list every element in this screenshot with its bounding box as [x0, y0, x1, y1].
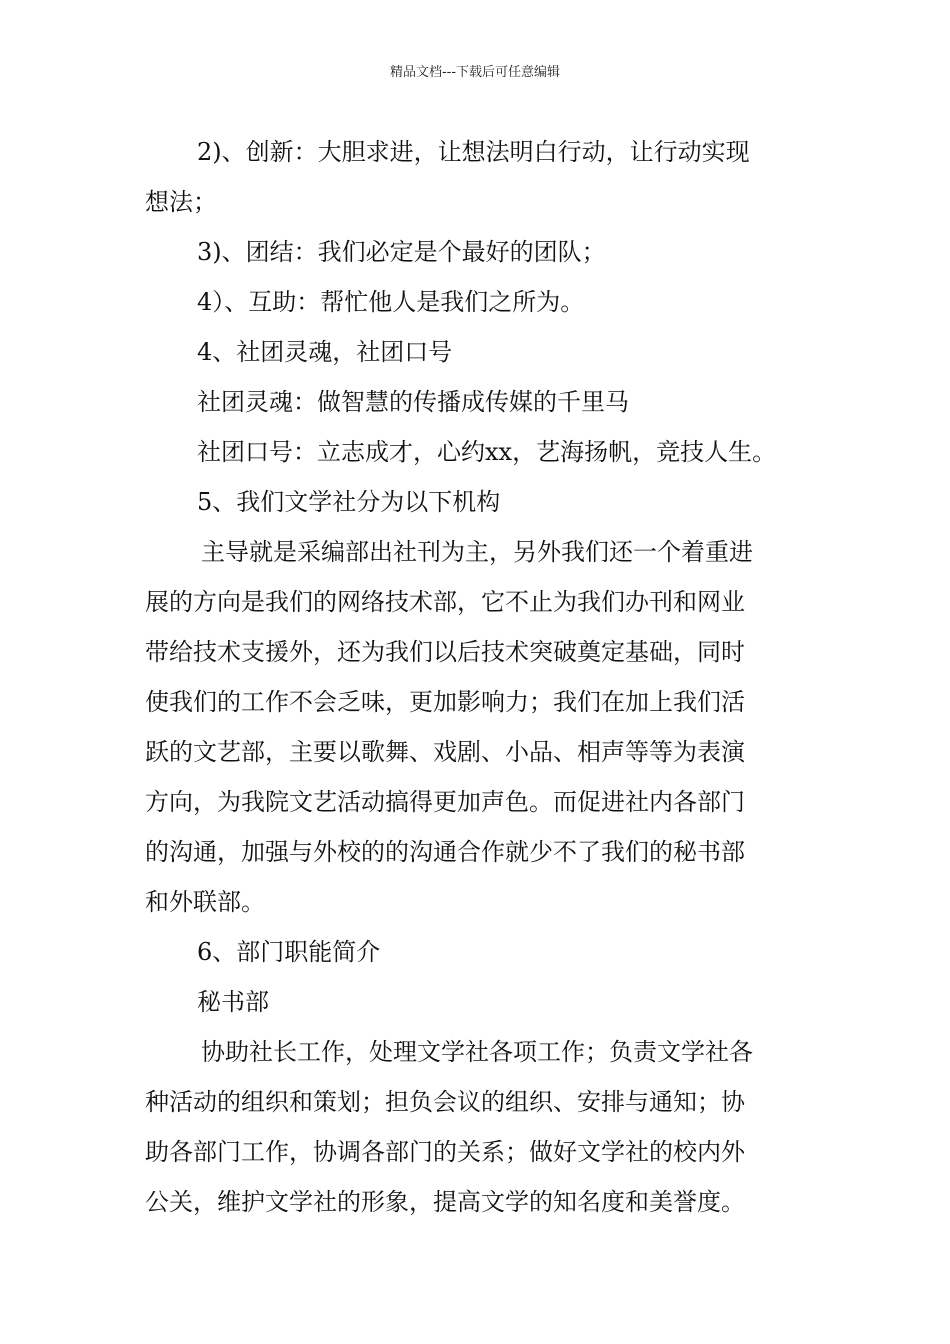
paragraph-structure-line: 跃的文艺部，主要以歌舞、戏剧、小品、相声等等为表演: [145, 738, 745, 766]
section-heading-soul-slogan: 4、社团灵魂，社团口号: [197, 338, 453, 366]
paragraph-mutual-help: 4）、互助：帮忙他人是我们之所为。: [197, 288, 585, 316]
paragraph-structure-line: 带给技术支援外，还为我们以后技术突破奠定基础，同时: [145, 638, 745, 666]
paragraph-innovation-line1: 2)、创新：大胆求进，让想法明白行动，让行动实现: [197, 138, 750, 166]
paragraph-structure-line: 使我们的工作不会乏味，更加影响力；我们在加上我们活: [145, 688, 745, 716]
paragraph-structure-line: 的沟通，加强与外校的的沟通合作就少不了我们的秘书部: [145, 838, 745, 866]
paragraph-structure-line: 方向，为我院文艺活动搞得更加声色。而促进社内各部门: [145, 788, 745, 816]
paragraph-structure-line: 展的方向是我们的网络技术部，它不止为我们办刊和网业: [145, 588, 745, 616]
subheading-secretariat: 秘书部: [197, 988, 269, 1016]
paragraph-secretariat-line: 助各部门工作，协调各部门的关系；做好文学社的校内外: [145, 1138, 745, 1166]
paragraph-secretariat-line: 协助社长工作，处理文学社各项工作；负责文学社各: [201, 1038, 753, 1066]
paragraph-club-soul: 社团灵魂：做智慧的传播成传媒的千里马: [197, 388, 629, 416]
paragraph-club-slogan: 社团口号：立志成才，心约xx，艺海扬帆，竞技人生。: [197, 438, 777, 466]
section-heading-department-functions: 6、部门职能简介: [197, 938, 381, 966]
page-header: 精品文档---下载后可任意编辑: [389, 65, 561, 80]
paragraph-secretariat-line: 种活动的组织和策划；担负会议的组织、安排与通知；协: [145, 1088, 745, 1116]
paragraph-unity: 3)、团结：我们必定是个最好的团队；: [197, 238, 606, 266]
document-body: [145, 127, 810, 1227]
paragraph-secretariat-line: 公关，维护文学社的形象，提高文学的知名度和美誉度。: [145, 1188, 745, 1216]
paragraph-innovation-line2: 想法；: [145, 188, 217, 216]
paragraph-structure-line: 主导就是采编部出社刊为主，另外我们还一个着重进: [201, 538, 753, 566]
paragraph-structure-line: 和外联部。: [145, 888, 265, 916]
section-heading-structure: 5、我们文学社分为以下机构: [197, 488, 501, 516]
